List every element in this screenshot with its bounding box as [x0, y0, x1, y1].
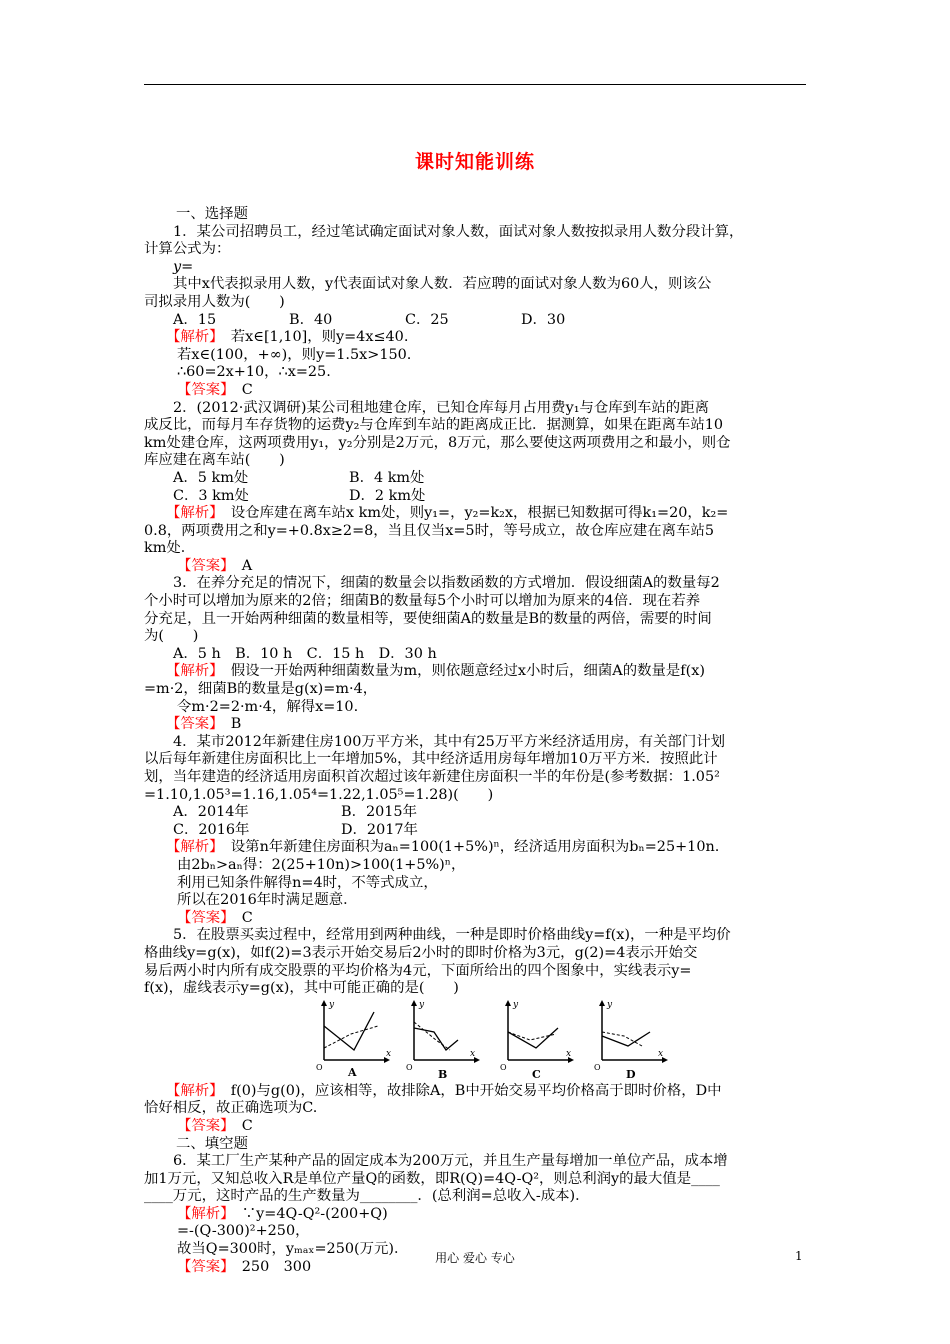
- axis-origin: O: [316, 1062, 323, 1072]
- q5-line: 格曲线y=g(x)，如f(2)=3表示开始交易后2小时的即时价格为3元，g(2)=4表示开始交: [144, 944, 698, 961]
- analysis-text: km处．: [144, 540, 196, 557]
- page-number: 1: [795, 1249, 803, 1263]
- q4-line: 4．某市2012年新建住房100万平方米，其中有25万平方米经济适用房，有关部门计划: [173, 733, 726, 750]
- q4-answer: [144, 910, 808, 928]
- analysis-text: 恰好相反，故正确选项为C.: [144, 1100, 318, 1117]
- answer-tag: 【答案】: [177, 1117, 228, 1134]
- analysis-tag: 【解析】: [166, 1082, 217, 1099]
- q2-options: [144, 470, 808, 488]
- answer-tag: 【答案】: [166, 716, 217, 733]
- option: B．40: [289, 311, 333, 328]
- axis-y-label: y: [513, 999, 519, 1010]
- q6-line: 6．某工厂生产某种产品的固定成本为200万元，并且生产量每增加一单位产品，成本增: [173, 1153, 728, 1170]
- axis-y-label: y: [329, 999, 335, 1010]
- analysis-text: 故当Q=300时，yₘₐₓ=250(万元)．: [177, 1241, 409, 1258]
- axis-x-label: x: [386, 1048, 392, 1059]
- axis-x-label: x: [566, 1048, 572, 1059]
- q2-answer: [144, 558, 808, 576]
- page-footer: 用心 爱心 专心: [435, 1251, 515, 1265]
- analysis-text: 令m·2=2·m·4，解得x=10.: [177, 698, 359, 715]
- option: B．4 km处: [349, 469, 425, 486]
- answer-text: A: [241, 557, 253, 574]
- q4-line: 以后每年新建住房面积比上一年增加5%，其中经济适用房每年增加10万平方米．按照此计: [144, 751, 718, 768]
- analysis-text: ∵y=4Q-Q²-(200+Q): [241, 1205, 388, 1222]
- option: B．2015年: [341, 804, 417, 821]
- answer-text: C: [241, 909, 253, 926]
- answer-tag: 【答案】: [177, 557, 228, 574]
- q3-options: A．5 h B．10 h C．15 h D．30 h: [173, 645, 437, 662]
- section-heading-fill: 二、填空题: [176, 1135, 248, 1152]
- option: A．5 km处: [173, 469, 249, 486]
- analysis-text: 所以在2016年时满足题意．: [177, 892, 358, 909]
- option: C．3 km处: [173, 487, 249, 504]
- analysis-text: 利用已知条件解得n=4时，不等式成立，: [177, 874, 438, 891]
- option: C．25: [405, 311, 449, 328]
- q5-line: 5．在股票买卖过程中，经常用到两种曲线，一种是即时价格曲线y=f(x)，一种是平均价: [173, 927, 731, 944]
- q3-analysis: [144, 663, 808, 681]
- q2-line: 成反比，而每月车存货物的运费y₂与仓库到车站的距离成正比．据测算，如果在距离车站10: [144, 417, 724, 434]
- q6-line: ____万元，这时产品的生产数量为________．(总利润=总收入-成本)．: [144, 1188, 590, 1205]
- answer-tag: 【答案】: [177, 909, 228, 926]
- q6-line: 加1万元，又知总收入R是单位产量Q的函数，即R(Q)=4Q-Q²，则总利润y的最大值是____: [144, 1170, 720, 1187]
- header-rule: [144, 84, 806, 85]
- answer-text: C: [241, 1117, 253, 1134]
- q1-line: 司拟录用人数为( ): [144, 293, 285, 310]
- q1-line: 计算公式为：: [144, 241, 231, 258]
- answer-tag: 【答案】: [177, 381, 228, 398]
- analysis-text: =m·2，细菌B的数量是g(x)=m·4，: [144, 681, 378, 698]
- analysis-tag: 【解析】: [166, 839, 217, 856]
- analysis-tag: 【解析】: [166, 505, 217, 522]
- answer-text: B: [230, 716, 242, 733]
- axis-y-label: y: [419, 999, 425, 1010]
- q1-line: 其中x代表拟录用人数，y代表面试对象人数．若应聘的面试对象人数为60人，则该公: [173, 276, 712, 293]
- answer-text: 250 300: [241, 1258, 312, 1275]
- q4-line: =1.10,1.05³=1.16,1.05⁴=1.22,1.05⁵=1.28)( ): [144, 786, 494, 803]
- analysis-text: 由2bₙ>aₙ得：2(25+10n)>100(1+5%)ⁿ，: [177, 856, 466, 873]
- analysis-text: =-(Q-300)²+250，: [177, 1223, 310, 1240]
- analysis-text: 设仓库建在离车站x km处，则y₁=，y₂=k₂x，根据已知数据可得k₁=20，k₂=: [230, 505, 729, 522]
- q5-analysis: [144, 1083, 808, 1101]
- q1-options: [144, 312, 808, 330]
- q5-line: 易后两小时内所有成交股票的平均价格为4元，下面所给出的四个图象中，实线表示y=: [144, 962, 692, 979]
- analysis-text: 若x∈[1,10]，则y=4x≤40.: [230, 329, 409, 346]
- figure-b: [406, 998, 482, 1080]
- axis-origin: O: [500, 1062, 507, 1072]
- q4-options: [144, 804, 808, 822]
- analysis-tag: 【解析】: [166, 329, 217, 346]
- figure-label: C: [532, 1067, 541, 1080]
- q1-analysis: [144, 329, 808, 347]
- q1-answer: [144, 382, 808, 400]
- q3-answer: [144, 716, 808, 734]
- q2-analysis: [144, 505, 808, 523]
- axis-origin: O: [406, 1062, 413, 1072]
- q5-answer: [144, 1118, 808, 1136]
- analysis-tag: 【解析】: [177, 1205, 228, 1222]
- q2-options: [144, 488, 808, 506]
- axis-y-label: y: [607, 999, 613, 1010]
- figure-label: A: [348, 1065, 357, 1079]
- q3-line: 分充足，且一开始两种细菌的数量相等，要使细菌A的数量是B的数量的两倍，需要的时间: [144, 610, 712, 627]
- document-body: [144, 206, 808, 1276]
- q2-line: 2．(2012·武汉调研)某公司租地建仓库，已知仓库每月占用费y₁与仓库到车站的距离: [173, 399, 709, 416]
- axis-origin: O: [594, 1062, 601, 1072]
- option: A．15: [173, 311, 217, 328]
- answer-tag: 【答案】: [177, 1258, 228, 1275]
- figure-label: D: [626, 1067, 636, 1080]
- q2-line: 库应建在离车站( ): [144, 452, 285, 469]
- figure-a: [316, 998, 392, 1080]
- analysis-text: 若x∈(100，+∞)，则y=1.5x>150.: [177, 346, 412, 363]
- q1-line: 1．某公司招聘员工，经过笔试确定面试对象人数，面试对象人数按拟录用人数分段计算，: [173, 223, 744, 240]
- analysis-text: 假设一开始两种细菌数量为m，则依题意经过x小时后，细菌A的数量是f(x): [230, 663, 705, 680]
- option: D．2017年: [341, 821, 418, 838]
- option: D．2 km处: [349, 487, 426, 504]
- analysis-text: 0.8，两项费用之和y=+0.8x≥2=8，当且仅当x=5时，等号成立，故仓库应建在离车站5: [144, 522, 714, 539]
- page-title: 课时知能训练: [414, 151, 535, 173]
- option: A．2014年: [173, 804, 249, 821]
- analysis-text: f(0)与g(0)，应该相等，故排除A，B中开始交易平均价格高于即时价格，D中: [230, 1082, 722, 1099]
- q4-analysis: [144, 839, 808, 857]
- q2-line: km处建仓库，这两项费用y₁，y₂分别是2万元，8万元，那么要使这两项费用之和最小，则仓: [144, 434, 731, 451]
- q5-line: f(x)，虚线表示y=g(x)，其中可能正确的是( ): [144, 980, 459, 997]
- figure-label: B: [438, 1067, 448, 1080]
- q3-line: 3．在养分充足的情况下，细菌的数量会以指数函数的方式增加．假设细菌A的数量每2: [173, 575, 720, 592]
- analysis-text: ∴60=2x+10，∴x=25.: [177, 364, 331, 381]
- figure-c: [500, 998, 576, 1080]
- section-heading-choice: 一、选择题: [176, 206, 248, 222]
- axis-x-label: x: [470, 1048, 476, 1059]
- q5-figures: [144, 998, 808, 1083]
- q6-analysis: [144, 1206, 808, 1224]
- option: D．30: [521, 311, 566, 328]
- analysis-text: 设第n年新建住房面积为aₙ=100(1+5%)ⁿ，经济适用房面积为bₙ=25+10n.: [230, 839, 720, 856]
- q4-line: 划，当年建造的经济适用房面积首次超过该年新建住房面积一半的年份是(参考数据：1.05²: [144, 769, 720, 785]
- q3-line: 个小时可以增加为原来的2倍；细菌B的数量每5个小时可以增加为原来的4倍．现在若养: [144, 593, 701, 610]
- option: C．2016年: [173, 821, 250, 838]
- answer-text: C: [241, 381, 253, 398]
- figure-d: [594, 998, 670, 1080]
- q4-options: [144, 822, 808, 840]
- analysis-tag: 【解析】: [166, 663, 217, 680]
- q3-line: 为( ): [144, 628, 199, 645]
- axis-x-label: x: [658, 1048, 664, 1059]
- q1-formula: y=: [173, 258, 194, 275]
